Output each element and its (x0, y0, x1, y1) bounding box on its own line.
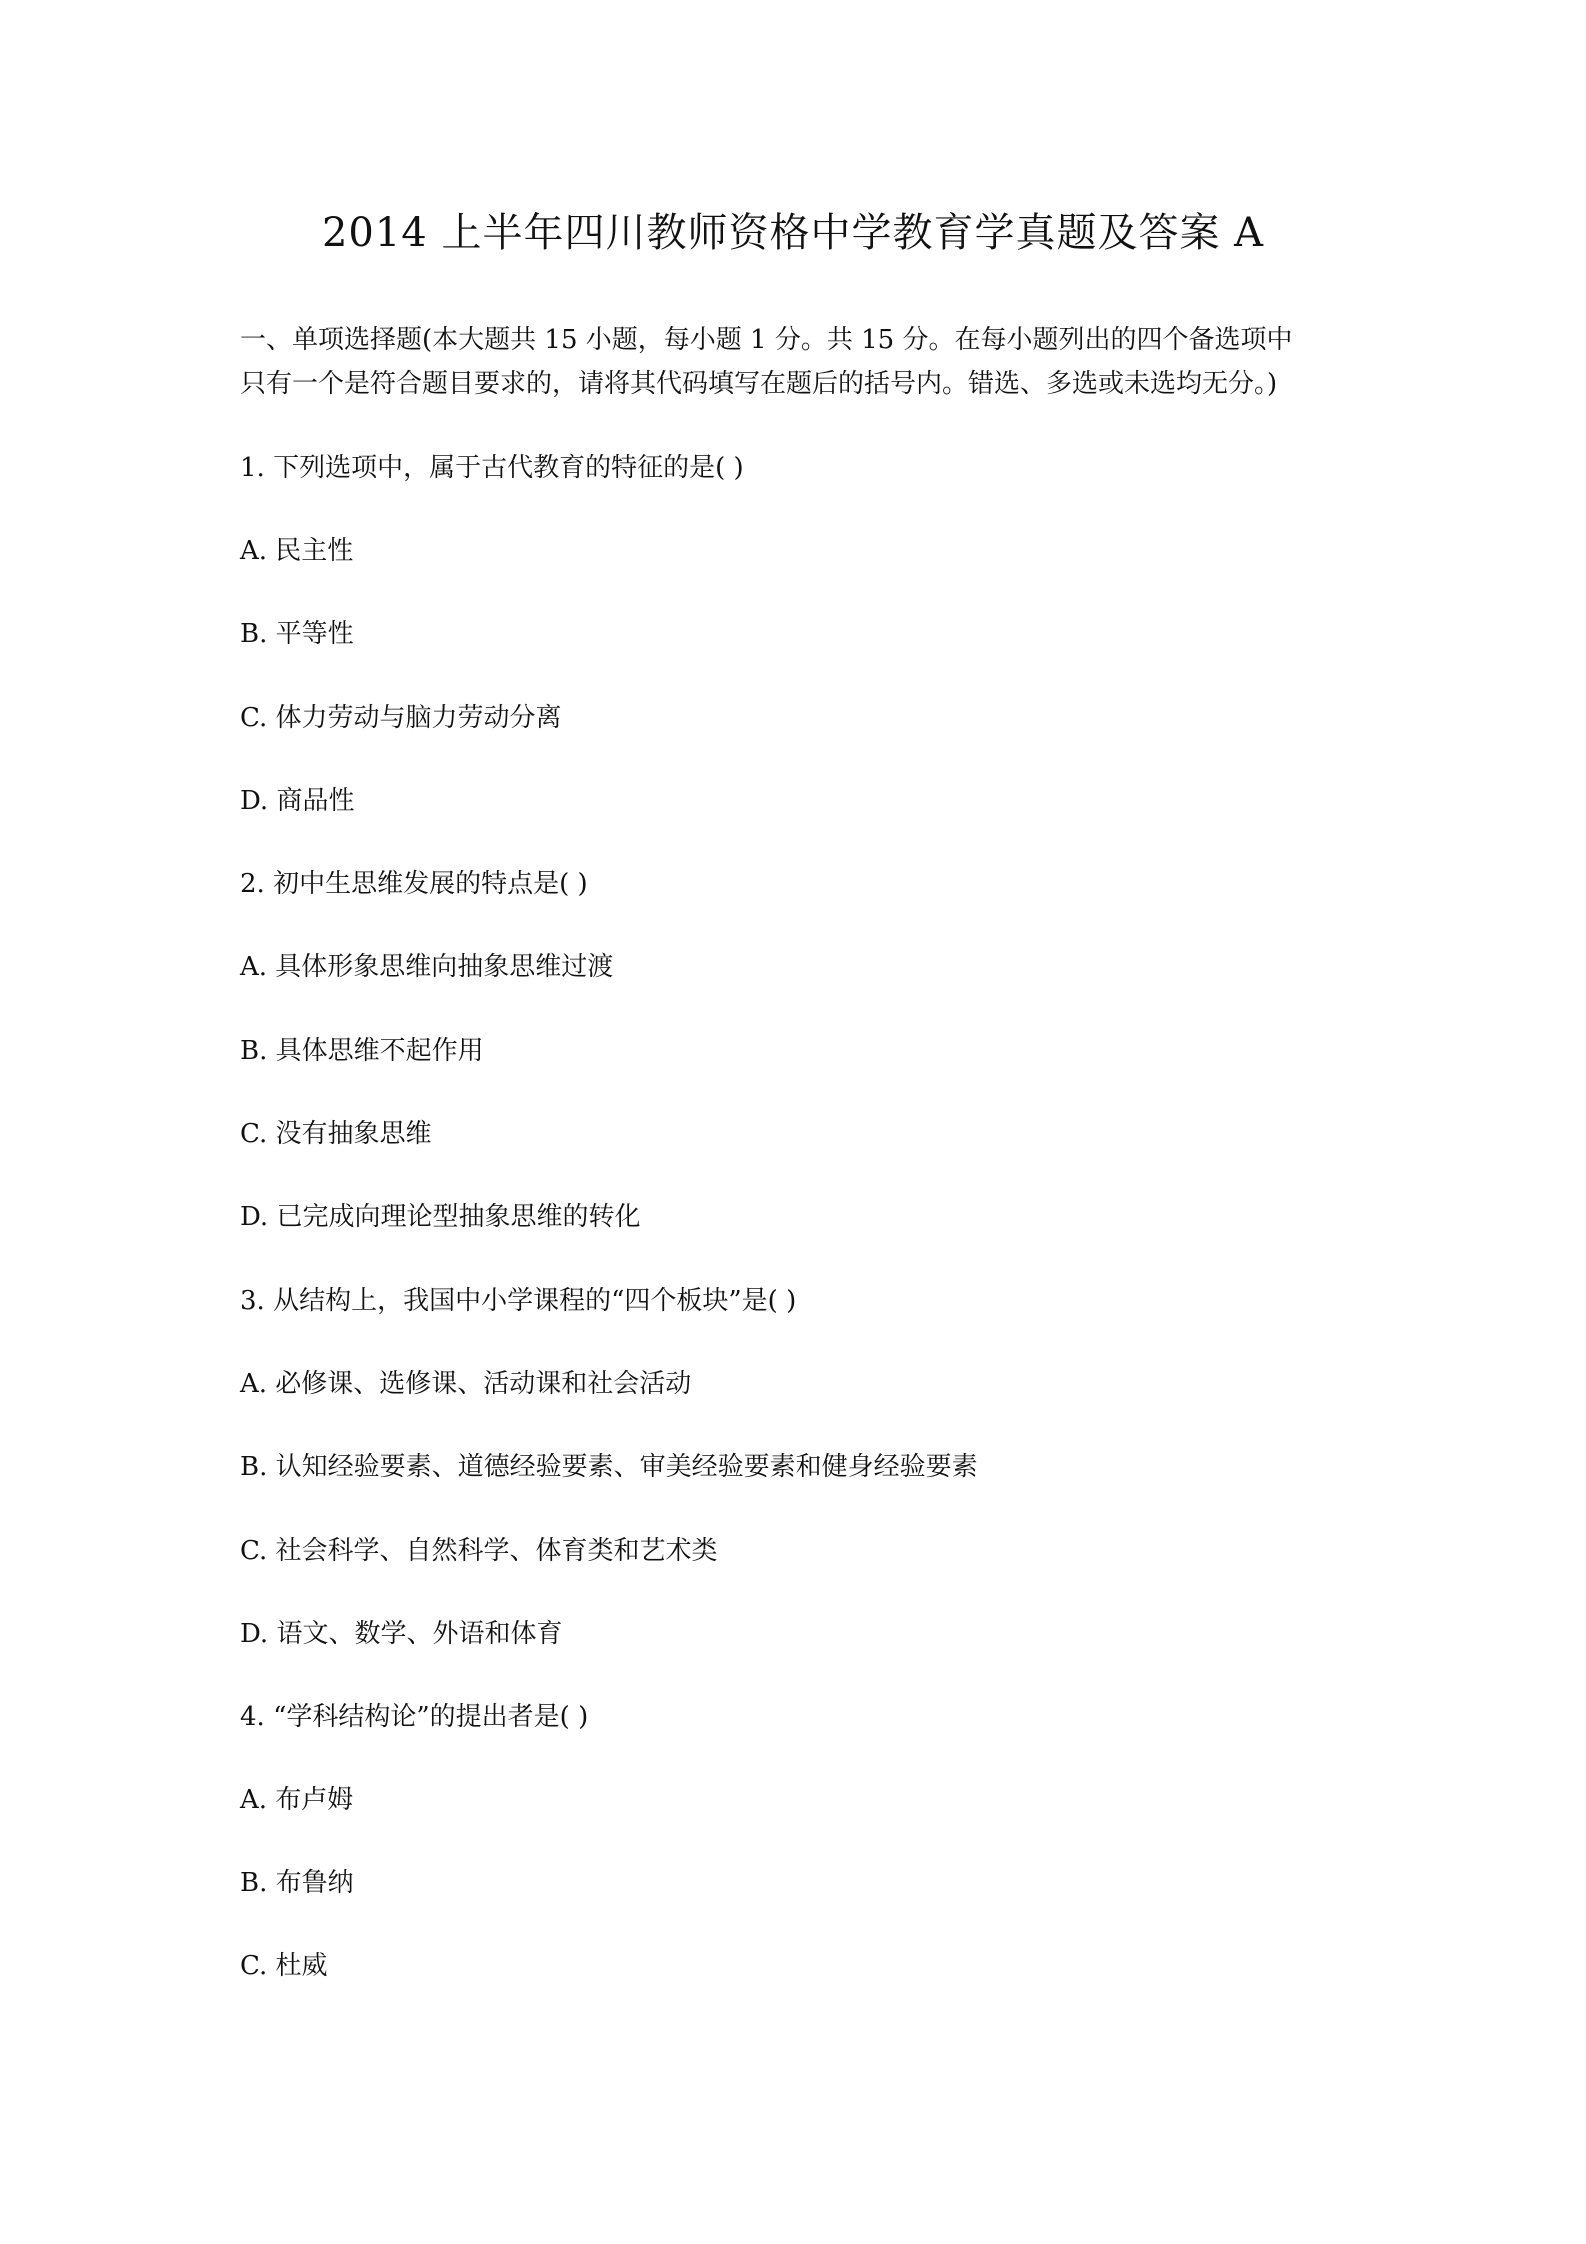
question-3-option-a: A. 必修课、选修课、活动课和社会活动 (240, 1369, 692, 1399)
question-1-option-b: B. 平等性 (240, 619, 354, 649)
question-1-stem: 1. 下列选项中，属于古代教育的特征的是( ) (240, 453, 744, 483)
question-2-option-d: D. 已完成向理论型抽象思维的转化 (240, 1202, 641, 1232)
question-3-option-c: C. 社会科学、自然科学、体育类和艺术类 (240, 1536, 718, 1566)
question-3-stem: 3. 从结构上，我国中小学课程的“四个板块”是( ) (240, 1286, 797, 1316)
question-2-option-c: C. 没有抽象思维 (240, 1119, 432, 1149)
instructions-line-2: 只有一个是符合题目要求的，请将其代码填写在题后的括号内。错选、多选或未选均无分。) (240, 369, 1278, 399)
section-instructions (240, 318, 1360, 406)
document-title: 2014 上半年四川教师资格中学教育学真题及答案 A (321, 210, 1265, 256)
instructions-line-1: 一、单项选择题(本大题共 15 小题，每小题 1 分。共 15 分。在每小题列出的四个备选项中 (240, 325, 1293, 355)
question-3-option-d: D. 语文、数学、外语和体育 (240, 1619, 563, 1649)
question-1-option-d: D. 商品性 (240, 786, 355, 816)
question-2-option-a: A. 具体形象思维向抽象思维过渡 (240, 952, 614, 982)
question-2-option-b: B. 具体思维不起作用 (240, 1036, 484, 1066)
question-1-option-c: C. 体力劳动与脑力劳动分离 (240, 703, 562, 733)
question-3-option-b: B. 认知经验要素、道德经验要素、审美经验要素和健身经验要素 (240, 1452, 978, 1482)
question-4-stem: 4. “学科结构论”的提出者是( ) (240, 1702, 589, 1732)
question-4-option-c: C. 杜威 (240, 1951, 328, 1981)
question-1-option-a: A. 民主性 (240, 536, 354, 566)
question-4-option-b: B. 布鲁纳 (240, 1868, 354, 1898)
question-4-option-a: A. 布卢姆 (240, 1785, 354, 1815)
question-2-stem: 2. 初中生思维发展的特点是( ) (240, 869, 588, 899)
